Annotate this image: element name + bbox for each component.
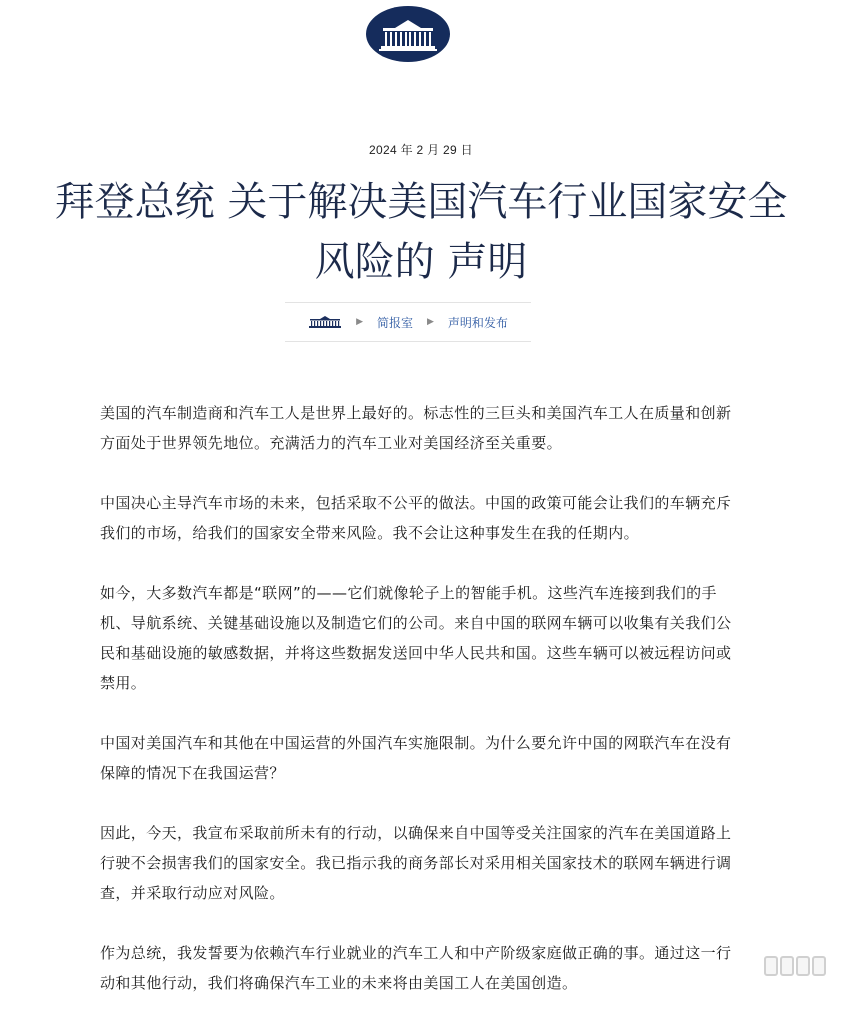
paragraph: 中国对美国汽车和其他在中国运营的外国汽车实施限制。为什么要允许中国的网联汽车在没有保障的情况下在我国运营？ xyxy=(100,734,732,782)
white-house-seal-icon[interactable] xyxy=(366,6,450,62)
chevron-right-icon: ▶ xyxy=(427,317,434,327)
page-title xyxy=(0,172,842,292)
breadcrumb-item-briefing-room[interactable]: 简报室 xyxy=(376,315,413,330)
paragraph: 如今，大多数汽车都是“联网”的——它们就像轮子上的智能手机。这些汽车连接到我们的手机、导航系统、关键基础设施以及制造它们的公司。来自中国的联网车辆可以收集有关我们公民和基础设施的敏感数据，并将这些数据发送回中华人民共和国。这些车辆可以被远程访问或禁用。 xyxy=(100,584,732,692)
breadcrumb-item-statements-releases[interactable]: 声明和发布 xyxy=(447,315,508,330)
page-title-line-1: 拜登总统 关于解决美国汽车行业国家安全 xyxy=(54,179,788,225)
article-body xyxy=(100,398,740,1028)
paragraph: 作为总统，我发誓要为依赖汽车行业就业的汽车工人和中产阶级家庭做正确的事。通过这一行动和其他行动，我们将确保汽车工业的未来将由美国工人在美国创造。 xyxy=(100,944,732,992)
paragraph: 美国的汽车制造商和汽车工人是世界上最好的。标志性的三巨头和美国汽车工人在质量和创新方面处于世界领先地位。充满活力的汽车工业对美国经济至关重要。 xyxy=(100,404,732,452)
paragraph: 中国决心主导汽车市场的未来，包括采取不公平的做法。中国的政策可能会让我们的车辆充斥我们的市场，给我们的国家安全带来风险。我不会让这种事发生在我的任期内。 xyxy=(100,494,732,542)
chevron-right-icon: ▶ xyxy=(356,317,363,327)
paragraph: 因此，今天，我宣布采取前所未有的行动，以确保来自中国等受关注国家的汽车在美国道路上行驶不会损害我们的国家安全。我已指示我的商务部长对采用相关国家技术的联网车辆进行调查，并采取行动应对风险。 xyxy=(100,824,732,902)
breadcrumb xyxy=(285,302,531,342)
publish-date: 2024 年 2 月 29 日 xyxy=(369,143,473,157)
white-house-icon[interactable] xyxy=(308,314,342,330)
site-header xyxy=(0,0,842,70)
watermark-icon xyxy=(764,956,826,976)
page-title-line-2: 风险的 声明 xyxy=(314,239,528,285)
